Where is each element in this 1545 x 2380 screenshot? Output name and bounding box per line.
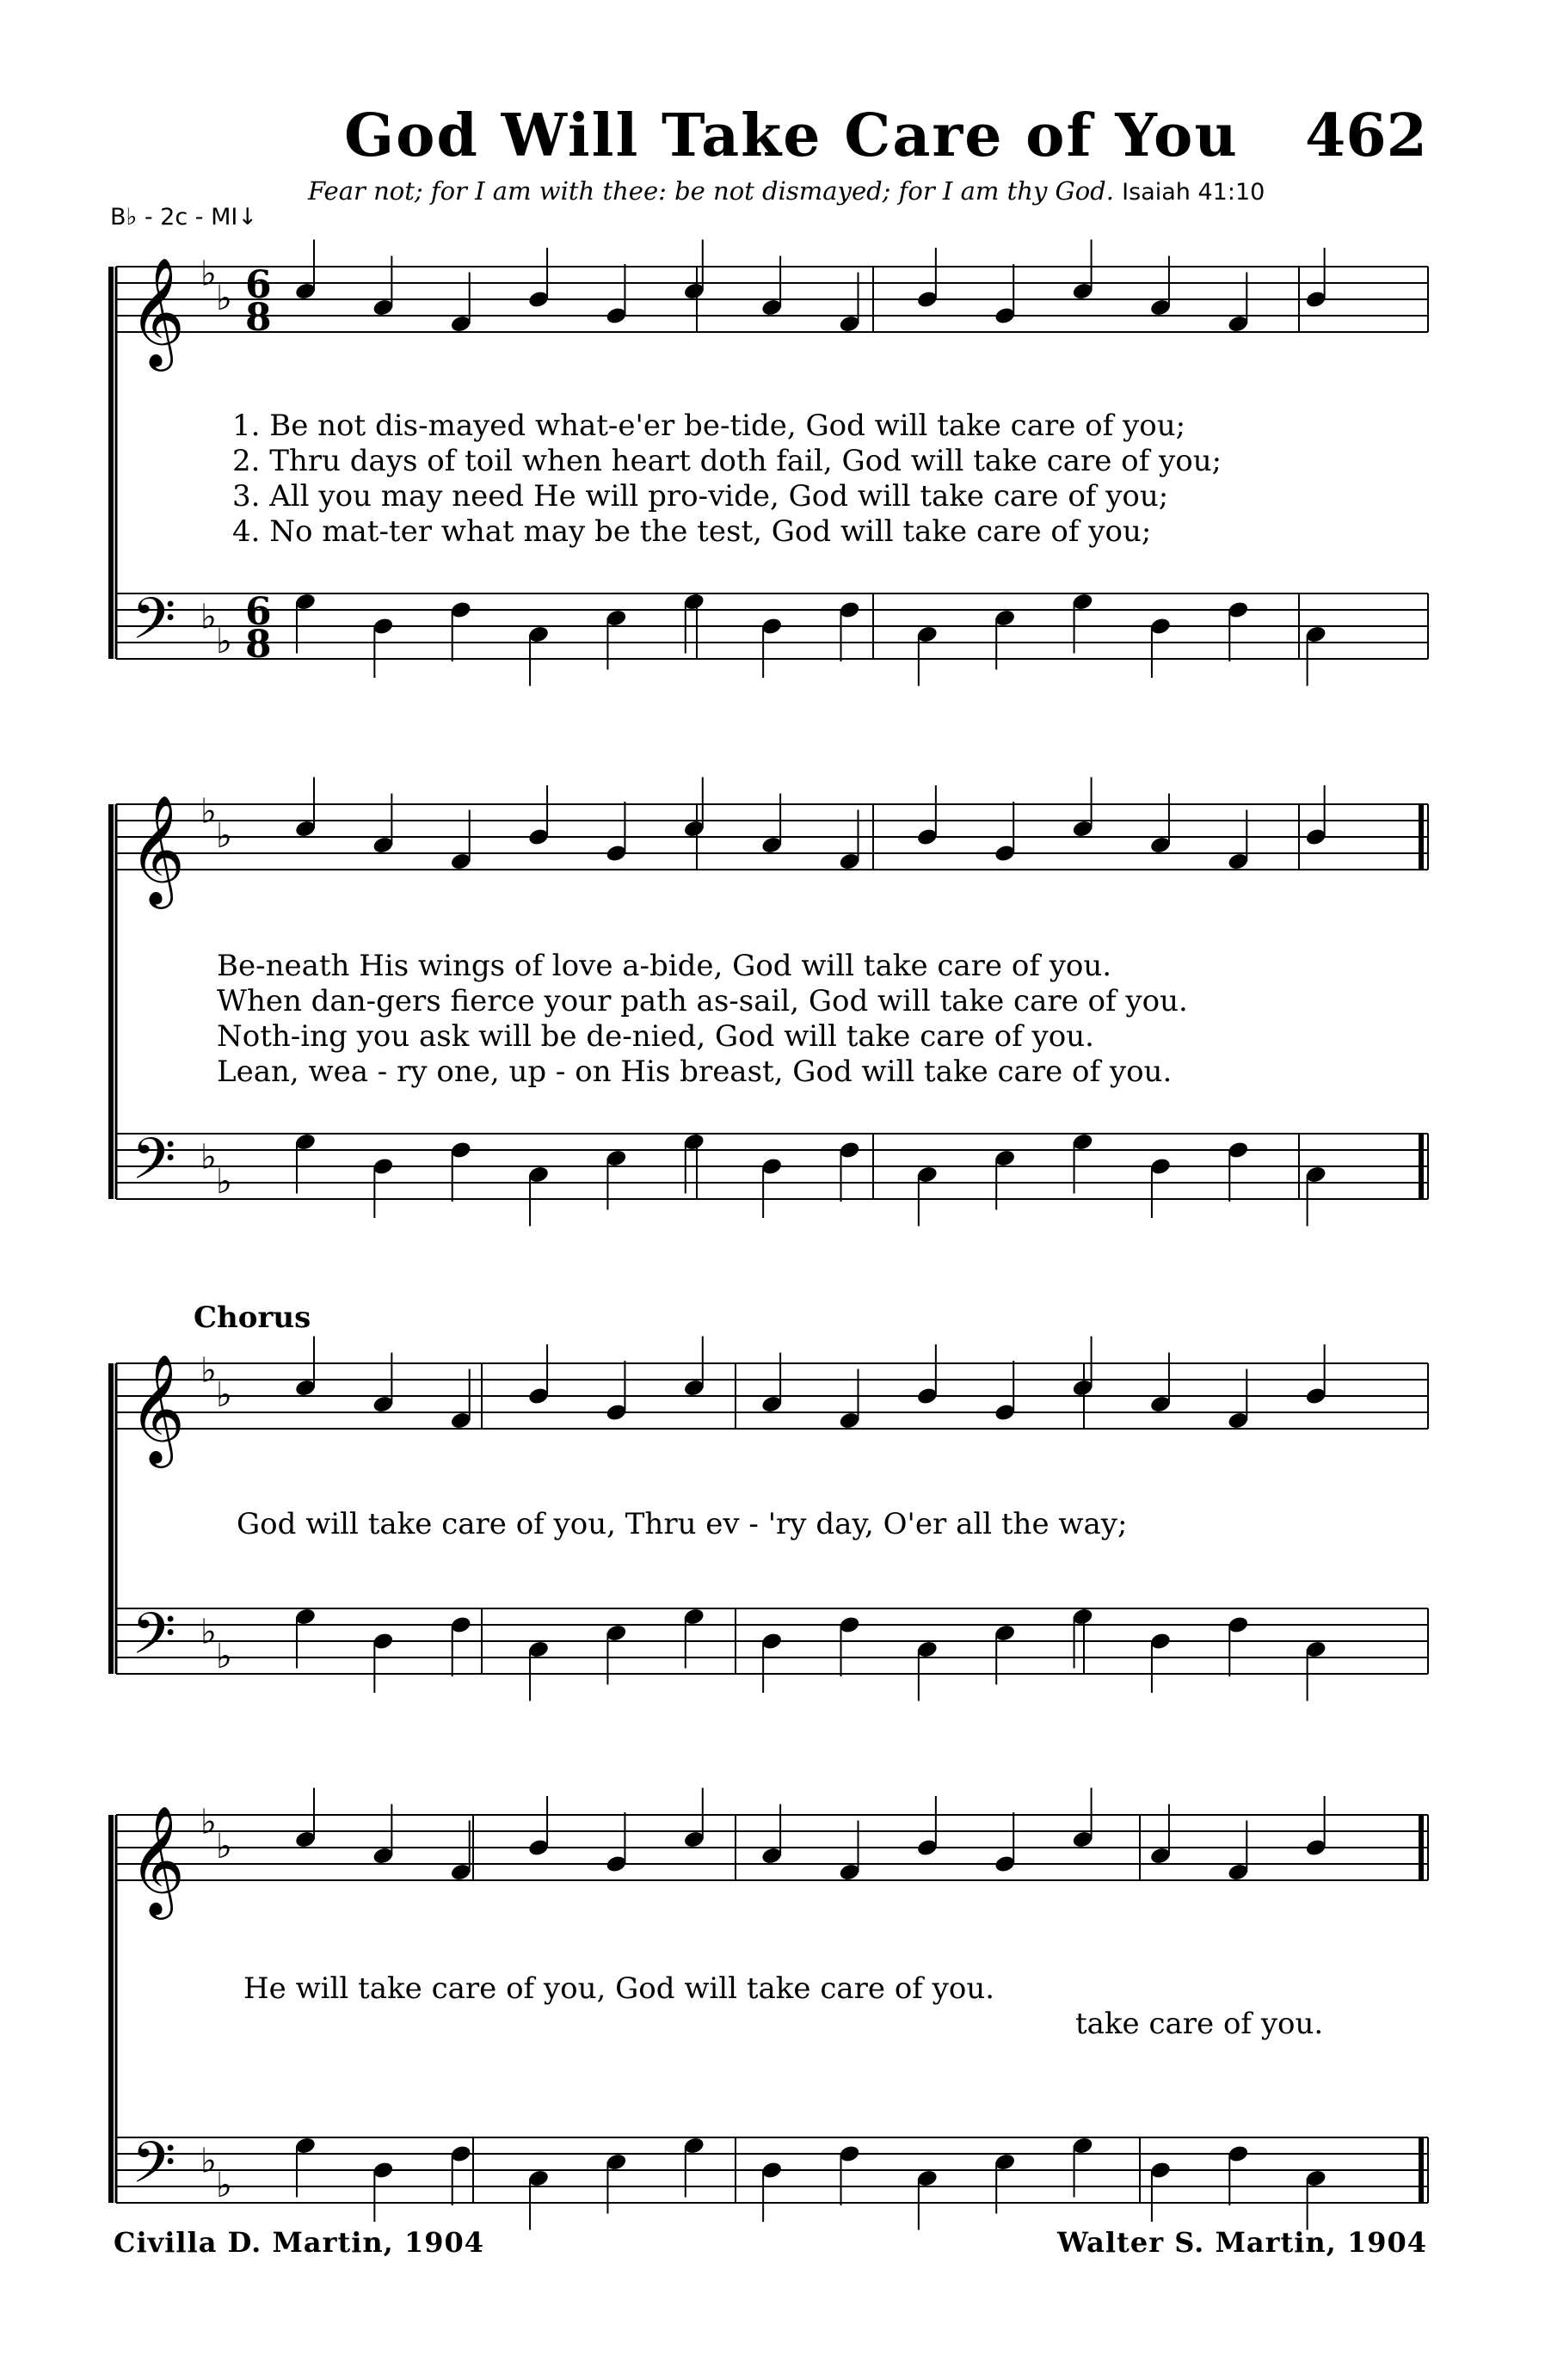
treble-clef-icon: 𝄞 bbox=[129, 794, 186, 904]
chorus-line-2: He will take care of you, God will take care of you. bbox=[243, 1971, 995, 2006]
hymn-number: 462 bbox=[1305, 101, 1427, 170]
bass-clef-icon: 𝄢 bbox=[132, 1601, 176, 1681]
treble-clef-icon: 𝄞 bbox=[129, 256, 186, 366]
chorus-line-2-alto: take care of you. bbox=[1075, 2007, 1324, 2041]
flat-icon: ♭ bbox=[216, 1637, 232, 1677]
flat-icon: ♭ bbox=[200, 1350, 217, 1391]
verse-1-line-1: 1. Be not dis-mayed what-e'er be-tide, God will take care of you; bbox=[232, 409, 1186, 443]
flat-icon: ♭ bbox=[216, 622, 232, 662]
composer-credit: Walter S. Martin, 1904 bbox=[1057, 2226, 1427, 2259]
time-signature: 8 bbox=[245, 296, 272, 340]
flat-icon: ♭ bbox=[216, 279, 232, 319]
key-notation: B♭ - 2c - MI↓ bbox=[110, 204, 257, 231]
verse-3-line-1: 3. All you may need He will pro-vide, God will take care of you; bbox=[232, 479, 1169, 514]
verse-4-line-2: Lean, wea - ry one, up - on His breast, God will take care of you. bbox=[217, 1055, 1173, 1089]
verse-3-line-2: Noth-ing you ask will be de-nied, God will take care of you. bbox=[217, 1019, 1094, 1054]
treble-clef-icon: 𝄞 bbox=[129, 1353, 186, 1463]
hymn-title: God Will Take Care of You bbox=[344, 101, 1239, 170]
flat-icon: ♭ bbox=[200, 1802, 217, 1842]
author-credit: Civilla D. Martin, 1904 bbox=[114, 2226, 485, 2259]
chorus-line-1: God will take care of you, Thru ev - 'ry day, O'er all the way; bbox=[237, 1507, 1128, 1541]
verse-4-line-1: 4. No mat-ter what may be the test, God will take care of you; bbox=[232, 514, 1152, 549]
flat-icon: ♭ bbox=[200, 1137, 217, 1178]
treble-clef-icon: 𝄞 bbox=[129, 1805, 186, 1915]
bass-clef-icon: 𝄢 bbox=[132, 2130, 176, 2210]
verse-2-line-1: 2. Thru days of toil when heart doth fail, God will take care of you; bbox=[232, 444, 1222, 478]
verse-2-line-2: When dan-gers fierce your path as-sail, God will take care of you. bbox=[217, 984, 1188, 1018]
verse-1-line-2: Be-neath His wings of love a-bide, God will take care of you. bbox=[217, 949, 1112, 983]
flat-icon: ♭ bbox=[200, 791, 217, 832]
flat-icon: ♭ bbox=[216, 1162, 232, 1202]
flat-icon: ♭ bbox=[200, 1612, 217, 1652]
flat-icon: ♭ bbox=[216, 2166, 232, 2206]
scripture-quote: Fear not; for I am with thee: be not dismayed; for I am thy God. bbox=[308, 176, 1114, 206]
chorus-label: Chorus bbox=[194, 1301, 311, 1335]
flat-icon: ♭ bbox=[200, 597, 217, 637]
flat-icon: ♭ bbox=[216, 1827, 232, 1867]
time-signature: 6 bbox=[245, 263, 272, 307]
time-signature: 6 bbox=[245, 590, 272, 634]
flat-icon: ♭ bbox=[216, 1375, 232, 1416]
flat-icon: ♭ bbox=[200, 2141, 217, 2181]
flat-icon: ♭ bbox=[200, 254, 217, 294]
bass-clef-icon: 𝄢 bbox=[132, 1126, 176, 1206]
bass-clef-icon: 𝄢 bbox=[132, 586, 176, 666]
flat-icon: ♭ bbox=[216, 816, 232, 857]
scripture-reference: Isaiah 41:10 bbox=[1122, 179, 1265, 206]
time-signature: 8 bbox=[245, 623, 272, 667]
